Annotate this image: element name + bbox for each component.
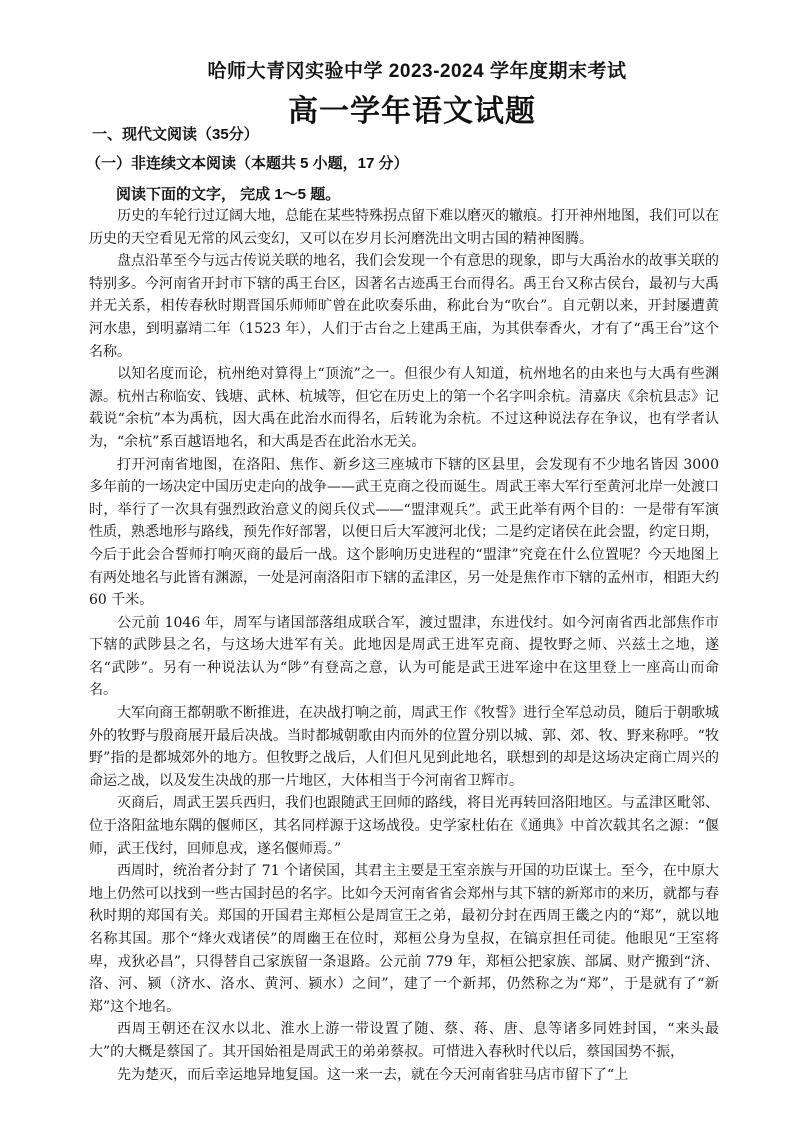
passage-paragraph: 盘点沿革至今与远古传说关联的地名，我们会发现一个有意思的现象，即与大禹治水的故事关联的特别多。今河南省开封市下辖的禹王台区，因著名古迹禹王台而得名。禹王台又称古侯台，最初与大禹并无关系，相传春秋时期晋国乐师师旷曾在此吹奏乐曲，称此台为“吹台”。自元朝以来，开封屡遭黄河水患，到明嘉靖二年（1523 年），人们于古台之上建禹王庙，为其供奉香火，才有了“禹王台”这个名称。: [89, 253, 719, 360]
passage-paragraph: 先为楚灭，而后幸运地异地复国。这一来一去，就在今天河南省驻马店市留下了“上: [117, 1066, 629, 1083]
passage-paragraph: 西周王朝还在汉水以北、淮水上游一带设置了随、蔡、蒋、唐、息等诸多同姓封国，“来头最大”的大概是蔡国了。其开国始祖是周武王的弟弟蔡叔。可惜进入春秋时代以后，蔡国国势不振，: [89, 1021, 719, 1060]
reading-instruction: 阅读下面的文字， 完成 1～5 题。: [116, 186, 341, 203]
passage-paragraph: 大军向商王都朝歌不断推进，在决战打响之前，周武王作《牧誓》进行全军总动员，随后于朝歌城外的牧野与殷商展开最后决战。当时都城朝歌由内而外的位置分别以城、郭、郊、牧、野来称呼。“牧野”指的是都城郊外的地方。但牧野之战后，人们但凡见到此地名，联想到的却是这场决定商亡周兴的命运之战，以及发生决战的那一片地区，大体相当于今河南省卫辉市。: [89, 705, 719, 789]
school-header: 哈师大青冈实验中学 2023-2024 学年度期末考试: [207, 61, 627, 82]
passage-paragraph: 西周时，统治者分封了 71 个诸侯国，其君主主要是王室亲族与开国的功臣谋士。至今，在中原大地上仍然可以找到一些古国封邑的名字。比如今天河南省省会郑州与其下辖的新郑市的来历，就都与春秋时期的郑国有关。郑国的开国君主郑桓公是周宣王之弟，最初分封在西周王畿之内的“郑”，就以地名称其国。那个“烽火戏诸侯”的周幽王在位时，郑桓公身为皇叔，在镐京担任司徒。他眼见“王室将卑，戎狄必昌”，只得替自己家族留一条退路。公元前 779 年，郑桓公把家族、部属、财产搬到“济、洛、河、颍（济水、洛水、黄河、颍水）之间”，建了一个新邦，仍然称之为“郑”，于是就有了“新郑”这个地名。: [89, 863, 719, 1015]
passage-paragraph: 以知名度而论，杭州绝对算得上“顶流”之一。但很少有人知道，杭州地名的由来也与大禹有些渊源。杭州古称临安、钱塘、武林、杭城等，但它在历史上的第一个名字叫余杭。清嘉庆《余杭县志》记载说“余杭”本为禹杭，因大禹在此治水而得名，后转讹为余杭。不过这种说法存在争议，也有学者认为，“余杭”系百越语地名，和大禹是否在此治水无关。: [89, 366, 719, 450]
passage-paragraph: 灭商后，周武王罢兵西归，我们也跟随武王回师的路线，将目光再转回洛阳地区。与孟津区毗邻、位于洛阳盆地东隅的偃师区，其名同样源于这场战役。史学家杜佑在《通典》中首次载其名之源：“偃师，武王伐纣，回师息戎，遂名偃师焉。”: [89, 795, 719, 857]
exam-title: 高一学年语文试题: [288, 95, 536, 128]
passage-paragraph: 历史的车轮行过辽阔大地，总能在某些特殊拐点留下难以磨灭的辙痕。打开神州地图，我们可以在历史的天空看见无常的风云变幻，又可以在岁月长河磨洗出文明古国的精神图腾。: [89, 208, 719, 247]
passage-body: [89, 205, 719, 1086]
section-heading-1: 一、现代文阅读（35分）: [92, 126, 259, 143]
passage-paragraph: 公元前 1046 年，周军与诸国部落组成联合军，渡过盟津，东进伐纣。如今河南省西北部焦作市下辖的武陟县之名，与这场大进军有关。此地因是周武王进军克商、提牧野之师、兴兹土之地，遂名“武陟”。另有一种说法认为“陟”有登高之意，认为可能是武王进军途中在这里登上一座高山而命名。: [89, 614, 719, 699]
passage-paragraph: 打开河南省地图，在洛阳、焦作、新乡这三座城市下辖的区县里，会发现有不少地名皆因 3000 多年前的一场决定中国历史走向的战争——武王克商之役而诞生。周武王率大军行至黄河北岸一处渡口时，举行了一次具有强烈政治意义的阅兵仪式——“盟津观兵”。武王此举有两个目的：一是带有军演性质，熟悉地形与路线，预先作好部署，以便日后大军渡河北伐；二是约定诸侯在此会盟，约定日期，今后于此会合誓师打响灭商的最后一战。这个影响历史进程的“盟津”究竟在什么位置呢？今天地图上有两处地名与此皆有渊源，一处是河南洛阳市下辖的孟津区，另一处是焦作市下辖的孟州市，相距大约 60 千米。: [89, 456, 719, 609]
section-heading-2: （一）非连续文本阅读（本题共 5 小题，17 分）: [86, 155, 409, 172]
